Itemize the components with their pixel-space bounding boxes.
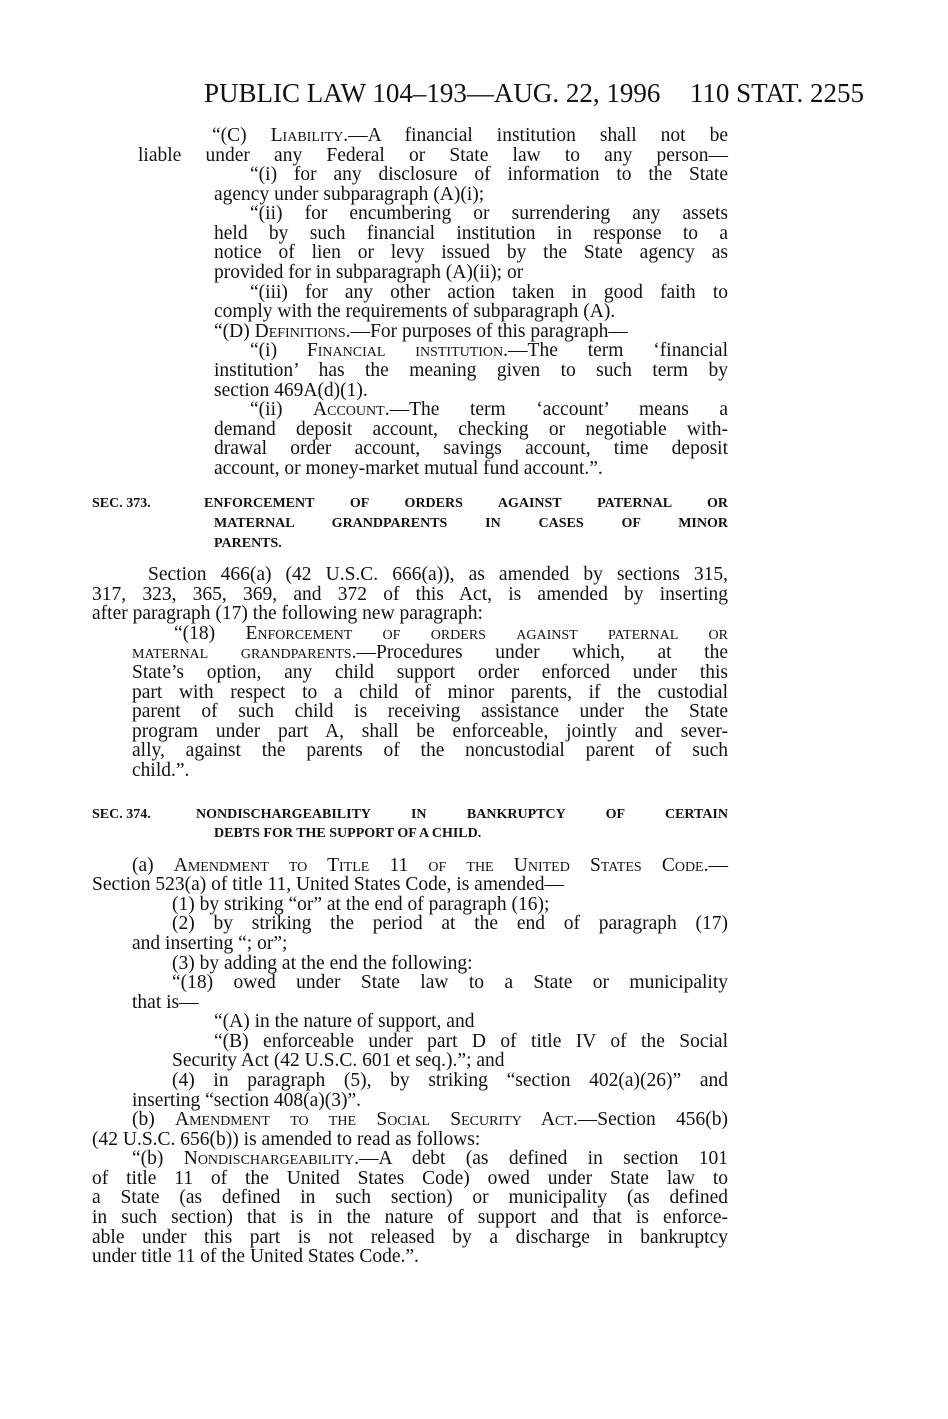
spacer (92, 781, 728, 805)
definitions-heading-line (214, 322, 728, 342)
header-law-citation: PUBLIC LAW 104–193—AUG. 22, 1996 (204, 78, 661, 108)
spacer (92, 478, 728, 494)
fi-rest: .—The term ‘financial (503, 340, 728, 362)
header-stat-page: 110 STAT. 2255 (689, 78, 864, 108)
p18-rest: .—Procedures under which, at the (351, 642, 728, 664)
b-intro: (b) (132, 1109, 175, 1131)
text-line: (1) by striking “or” at the end of paragraph (16); (172, 893, 550, 915)
text-line: “(B) enforceable under part D of title IV of the Social (214, 1030, 728, 1052)
fi-intro: “(i) (250, 340, 307, 362)
document-body (92, 126, 728, 1267)
sec-374-title-line: DEBTS FOR THE SUPPORT OF A CHILD. (214, 826, 482, 842)
liability-intro: “(C) (212, 125, 271, 146)
text-line: “(iii) for any other action taken in good faith to (250, 281, 728, 303)
account-line (250, 400, 728, 420)
text-line: able under this part is not released by a discharge in bankruptcy (92, 1226, 728, 1248)
text-line: agency under subparagraph (A)(i); (214, 183, 485, 205)
text-line: notice of lien or levy issued by the State agency as (214, 242, 728, 264)
sec-373-title-line: PARENTS. (214, 535, 282, 551)
text-line: section 469A(d)(1). (214, 379, 368, 401)
text-line: Section 466(a) (42 U.S.C. 666(a)), as amended by sections 315, (148, 564, 728, 586)
quoted-b-heading-line (132, 1149, 728, 1169)
sec-373-title-line: ENFORCEMENT OF ORDERS AGAINST PATERNAL OR (204, 496, 728, 512)
sec-373-title-line: MATERNAL GRANDPARENTS IN CASES OF MINOR (214, 515, 728, 531)
a-rest: .— (703, 854, 728, 876)
text-line: a State (as defined in such section) or municipality (as defined (92, 1187, 728, 1209)
sec-374-title-line: NONDISCHARGEABILITY IN BANKRUPTCY OF CERTAIN (196, 806, 728, 822)
text-line: “(18) owed under State law to a State or municipality (172, 972, 728, 994)
definitions-intro: “(D) (214, 320, 255, 342)
text-line: account, or money-market mutual fund account.”. (214, 457, 603, 479)
text-line: (3) by adding at the end the following: (172, 952, 473, 974)
b-rest: .—Section 456(b) (572, 1109, 728, 1131)
sec-373-heading (92, 494, 728, 553)
text-line: held by such financial institution in response to a (214, 222, 728, 244)
text-line: inserting “section 408(a)(3)”. (132, 1089, 362, 1111)
liability-line1-rest: .—A financial institution shall not be (343, 125, 728, 146)
a-intro: (a) (132, 854, 174, 876)
paragraph-18-heading-line-2 (132, 643, 728, 663)
text-line: drawal order account, savings account, time deposit (214, 438, 728, 460)
text-line: that is— (132, 991, 199, 1013)
text-line: (4) in paragraph (5), by striking “section 402(a)(26)” and (172, 1070, 728, 1092)
text-line: in such section) that is in the nature of support and that is enforce- (92, 1207, 728, 1229)
text-line: Security Act (42 U.S.C. 601 et seq.).”; and (172, 1050, 505, 1072)
bq-intro: “(b) (132, 1148, 184, 1170)
text-line: institution’ has the meaning given to such term by (214, 359, 728, 381)
text-line: 317, 323, 365, 369, and 372 of this Act, is amended by inserting (92, 583, 728, 605)
running-header (204, 78, 864, 112)
text-line: provided for in subparagraph (A)(ii); or (214, 262, 524, 284)
text-line: liable under any Federal or State law to any person— (138, 144, 728, 166)
text-line: Section 523(a) of title 11, United States Code, is amended— (92, 874, 565, 896)
text-line: of title 11 of the United States Code) owed under State law to (92, 1167, 728, 1189)
sec-374-heading (92, 805, 728, 844)
text-line: child.”. (132, 759, 190, 781)
text-line: “(A) in the nature of support, and (214, 1011, 475, 1033)
liability-heading: Liability (270, 125, 344, 146)
p18-heading-2: maternal grandparents (132, 642, 352, 664)
acct-rest: .—The term ‘account’ means a (384, 399, 728, 421)
text-line: parent of such child is receiving assistance under the State (132, 701, 728, 723)
sec-373-number: SEC. 373. (92, 496, 151, 512)
fi-heading: Financial institution (306, 340, 504, 362)
text-line: State’s option, any child support order enforced under this (132, 662, 728, 684)
subsection-a-heading-line (132, 856, 728, 876)
p18-heading-1: Enforcement of orders against paternal or (245, 622, 728, 644)
text-line: comply with the requirements of subparagraph (A). (214, 301, 616, 323)
acct-intro: “(ii) (250, 399, 314, 421)
definitions-heading: Definitions (254, 320, 346, 342)
definitions-rest: .—For purposes of this paragraph— (345, 320, 628, 342)
b-heading: Amendment to the Social Security Act (175, 1109, 573, 1131)
bq-heading: Nondischargeability (183, 1148, 355, 1170)
liability-heading-line (212, 126, 728, 146)
p18-intro: “(18) (174, 622, 246, 644)
paragraph-18-heading-line (174, 624, 728, 644)
text-line: “(ii) for encumbering or surrendering any assets (250, 203, 728, 225)
text-line: (42 U.S.C. 656(b)) is amended to read as follows: (92, 1128, 481, 1150)
text-line: demand deposit account, checking or negotiable with- (214, 418, 728, 440)
text-line: program under part A, shall be enforceable, jointly and sever- (132, 720, 728, 742)
sec-374-number: SEC. 374. (92, 806, 151, 822)
text-line: “(i) for any disclosure of information to the State (250, 164, 728, 186)
text-line: after paragraph (17) the following new paragraph: (92, 603, 483, 625)
text-line: and inserting “; or”; (132, 932, 288, 954)
text-line: part with respect to a child of minor parents, if the custodial (132, 681, 728, 703)
a-heading: Amendment to Title 11 of the United States Code (173, 854, 704, 876)
text-line: (2) by striking the period at the end of paragraph (17) (172, 913, 728, 935)
financial-institution-line (250, 341, 728, 361)
text-line: ally, against the parents of the noncustodial parent of such (132, 740, 728, 762)
bq-rest: .—A debt (as defined in section 101 (354, 1148, 728, 1170)
text-line: under title 11 of the United States Code.”. (92, 1246, 419, 1268)
acct-heading: Account (313, 399, 385, 421)
subsection-b-heading-line (132, 1110, 728, 1130)
